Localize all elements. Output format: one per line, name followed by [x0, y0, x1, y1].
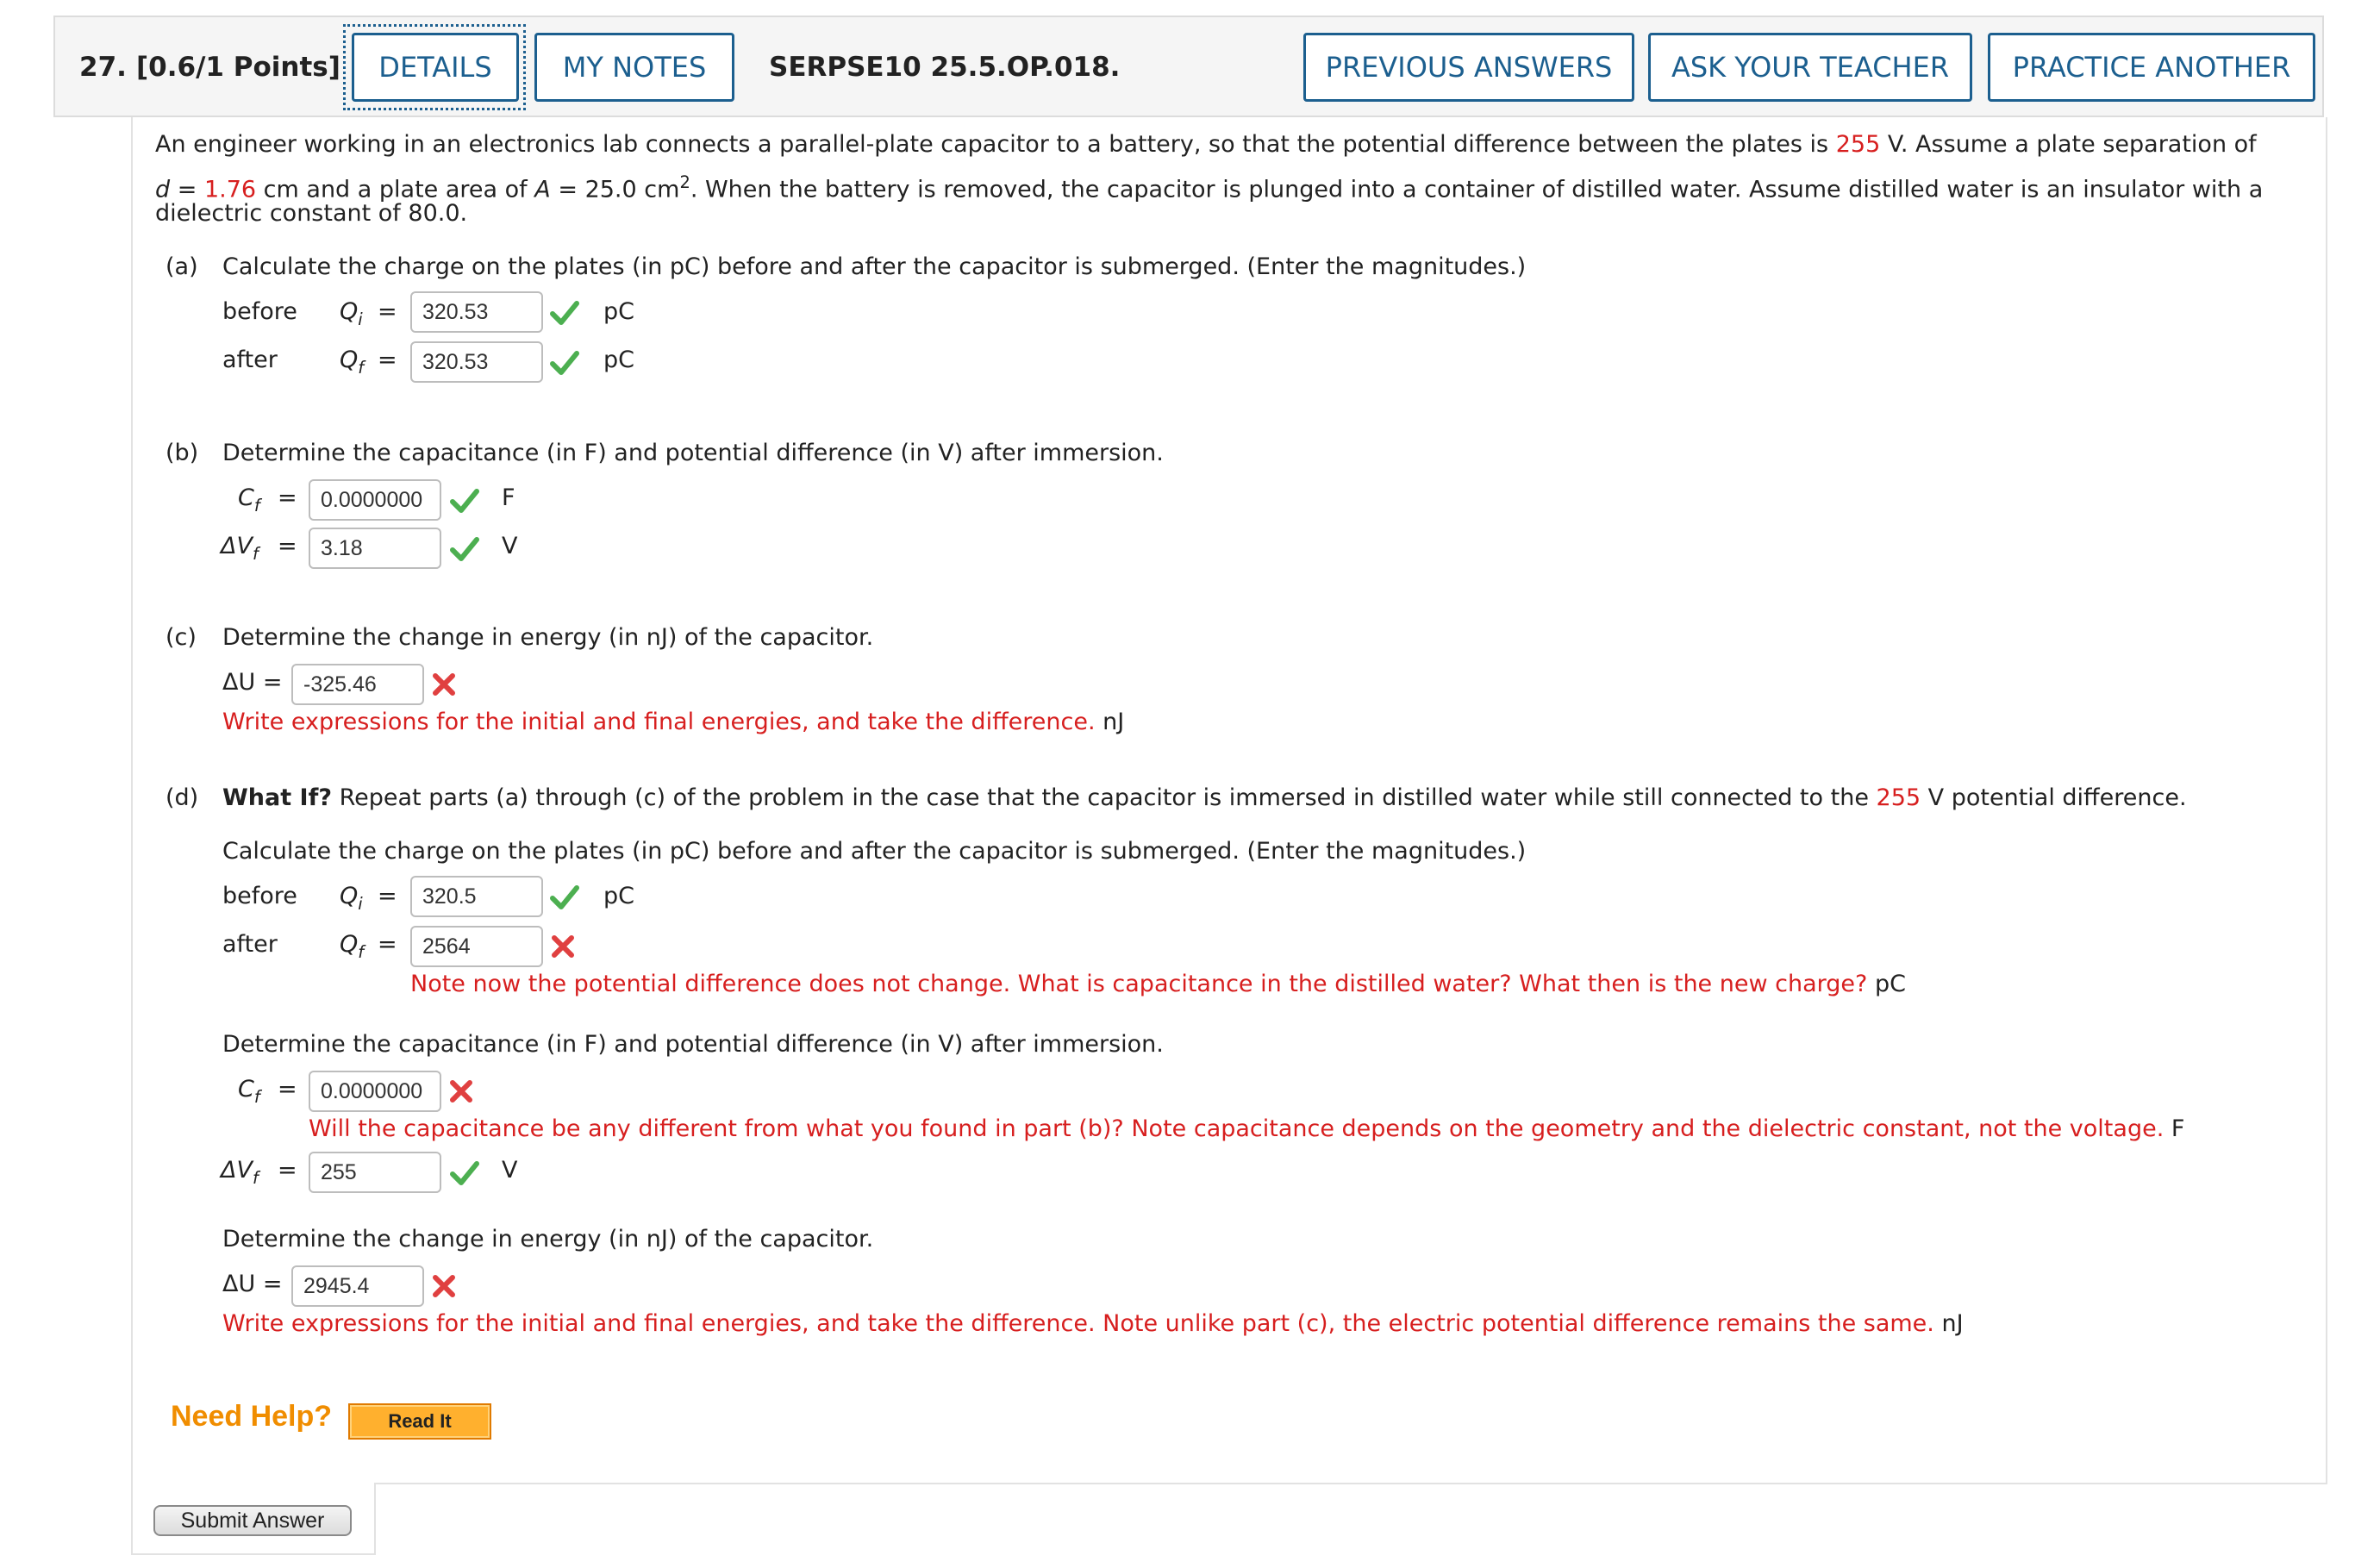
problem-line-3: dielectric constant of 80.0. — [155, 200, 468, 227]
part-d-qf-feedback: Note now the potential difference does not change. What is capacitance in the distilled water? What then is the new charge? pC — [410, 971, 1906, 997]
equals-sign: = — [378, 883, 397, 909]
part-a-qi-input[interactable]: 320.53 — [410, 291, 543, 333]
part-a-qf-unit: pC — [603, 347, 634, 373]
problem-line-2: d = 1.76 cm and a plate area of A = 25.0 $cm^2$. When the battery is removed, the capacitor is plunged into a container of distilled water. Assume distilled water is an insulator with a — [155, 172, 2264, 203]
x-mark-icon — [431, 672, 457, 697]
question-number: 27. — [79, 52, 127, 83]
part-a-before-label: before — [222, 298, 297, 325]
details-button[interactable]: DETAILS — [352, 33, 519, 102]
part-d-du-input[interactable]: 2945.4 — [291, 1265, 424, 1307]
part-d-du-feedback: Write expressions for the initial and final energies, and take the difference. Note unlike part (c), the electric potential difference remains the same. nJ — [222, 1310, 1964, 1337]
part-d-cf-feedback: Will the capacitance be any different from what you found in part (b)? Note capacitance depends on the geometry and the dielectric constant, not the voltage. F — [309, 1115, 2185, 1142]
part-d-dv-symbol: $\Delta V_f$ — [221, 1157, 259, 1188]
points-label: [0.6/1 Points] — [136, 52, 340, 83]
part-a-qf-symbol: $Q_f$ — [340, 347, 365, 378]
part-b-cf-unit: F — [502, 484, 515, 511]
practice-another-button[interactable]: PRACTICE ANOTHER — [1988, 33, 2315, 102]
part-d-label: (d) — [166, 784, 199, 811]
part-c-du-label: ΔU = — [222, 669, 283, 696]
part-c-label: (c) — [166, 624, 197, 651]
part-d-before-label: before — [222, 883, 297, 909]
checkmark-icon — [450, 488, 479, 514]
part-d-charge-prompt: Calculate the charge on the plates (in pC) before and after the capacitor is submerged. (Enter the magnitudes.) — [222, 838, 1527, 865]
equals-sign: = — [278, 1076, 297, 1103]
part-d-qf-symbol: $Q_f$ — [340, 931, 365, 962]
problem-code: SERPSE10 25.5.OP.018. — [769, 52, 1121, 83]
part-a-qf-input[interactable]: 320.53 — [410, 341, 543, 383]
checkmark-icon — [450, 536, 479, 562]
part-b-dv-symbol: $\Delta V_f$ — [221, 533, 259, 564]
my-notes-button[interactable]: MY NOTES — [534, 33, 734, 102]
checkmark-icon — [550, 300, 579, 326]
part-d-cf-symbol: $C_f$ — [238, 1076, 260, 1107]
equals-sign: = — [378, 298, 397, 325]
part-d-qi-unit: pC — [603, 883, 634, 909]
part-b-dv-unit: V — [502, 533, 518, 559]
voltage-value: 255 — [1835, 131, 1881, 158]
checkmark-icon — [550, 350, 579, 376]
ask-your-teacher-button[interactable]: ASK YOUR TEACHER — [1648, 33, 1972, 102]
part-d-qi-input[interactable]: 320.5 — [410, 876, 543, 917]
submit-answer-button[interactable]: Submit Answer — [153, 1505, 352, 1536]
part-a-after-label: after — [222, 347, 278, 373]
separation-value: 1.76 — [203, 176, 257, 203]
part-a-label: (a) — [166, 253, 198, 280]
checkmark-icon — [550, 884, 579, 910]
part-d-qi-symbol: $Q_i$ — [340, 883, 363, 914]
x-mark-icon — [448, 1078, 474, 1104]
checkmark-icon — [450, 1160, 479, 1186]
x-mark-icon — [550, 934, 576, 959]
part-b-dv-input[interactable]: 3.18 — [309, 528, 441, 569]
part-d-cf-input[interactable]: 0.0000000 — [309, 1071, 441, 1112]
part-d-voltage: 255 — [1876, 784, 1921, 811]
part-b-label: (b) — [166, 440, 199, 466]
part-d-energy-prompt: Determine the change in energy (in nJ) of the capacitor. — [222, 1226, 874, 1253]
part-c-feedback: Write expressions for the initial and final energies, and take the difference. nJ — [222, 709, 1125, 735]
part-d-du-label: ΔU = — [222, 1271, 283, 1297]
part-d-prompt: What If? Repeat parts (a) through (c) of the problem in the case that the capacitor is immersed in distilled water while still connected to the 255 V potential difference. — [222, 784, 2187, 811]
part-c-prompt: Determine the change in energy (in nJ) of the capacitor. — [222, 624, 874, 651]
part-a-prompt: Calculate the charge on the plates (in pC) before and after the capacitor is submerged. (Enter the magnitudes.) — [222, 253, 1527, 280]
previous-answers-button[interactable]: PREVIOUS ANSWERS — [1303, 33, 1634, 102]
read-it-button[interactable]: Read It — [348, 1403, 491, 1440]
x-mark-icon — [431, 1273, 457, 1299]
equals-sign: = — [378, 347, 397, 373]
equals-sign: = — [278, 533, 297, 559]
part-d-cap-prompt: Determine the capacitance (in F) and potential difference (in V) after immersion. — [222, 1031, 1164, 1058]
part-a-qi-unit: pC — [603, 298, 634, 325]
part-d-dv-input[interactable]: 255 — [309, 1152, 441, 1193]
part-b-cf-symbol: $C_f$ — [238, 484, 260, 515]
part-b-cf-input[interactable]: 0.0000000 — [309, 479, 441, 521]
equals-sign: = — [278, 1157, 297, 1184]
part-d-after-label: after — [222, 931, 278, 958]
part-d-qf-input[interactable]: 2564 — [410, 926, 543, 967]
problem-line-1: An engineer working in an electronics lab connects a parallel-plate capacitor to a battery, so that the potential difference between the plates is 255 V. Assume a plate separation of — [155, 131, 2257, 158]
equals-sign: = — [278, 484, 297, 511]
part-d-dv-unit: V — [502, 1157, 518, 1184]
need-help-label: Need Help? — [171, 1400, 333, 1433]
equals-sign: = — [378, 931, 397, 958]
part-b-prompt: Determine the capacitance (in F) and potential difference (in V) after immersion. — [222, 440, 1164, 466]
part-a-qi-symbol: $Q_i$ — [340, 298, 363, 329]
part-c-du-input[interactable]: -325.46 — [291, 664, 424, 705]
